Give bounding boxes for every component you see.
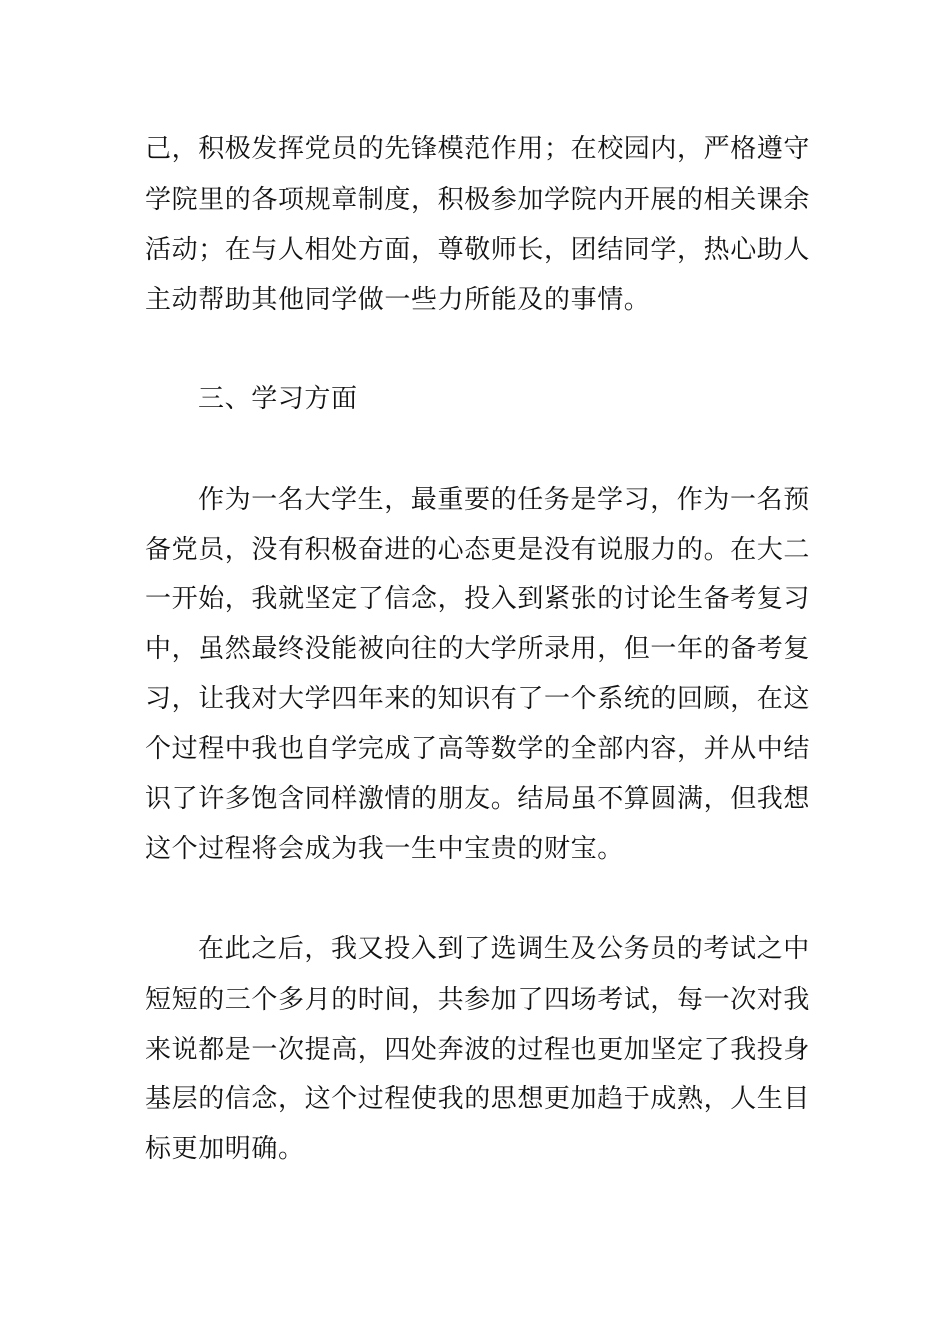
paragraph-1-line-2: 学院里的各项规章制度，积极参加学院内开展的相关课余 (145, 185, 811, 215)
paragraph-4-line-2: 短短的三个多月的时间，共参加了四场考试，每一次对我 (145, 985, 811, 1015)
paragraph-4-line-1: 在此之后，我又投入到了选调生及公务员的考试之中 (198, 934, 810, 964)
paragraph-4-line-4: 基层的信念，这个过程使我的思想更加趋于成熟，人生目 (145, 1084, 811, 1114)
paragraph-3-line-3: 一开始，我就坚定了信念，投入到紧张的讨论生备考复习 (145, 584, 811, 614)
paragraph-1-line-4: 主动帮助其他同学做一些力所能及的事情。 (145, 285, 651, 315)
paragraph-4-line-3: 来说都是一次提高，四处奔波的过程也更加坚定了我投身 (145, 1035, 811, 1065)
paragraph-3-line-2: 备党员，没有积极奋进的心态更是没有说服力的。在大二 (145, 535, 811, 565)
paragraph-3-line-6: 个过程中我也自学完成了高等数学的全部内容，并从中结 (145, 734, 811, 764)
paragraph-3-line-8: 这个过程将会成为我一生中宝贵的财宝。 (145, 834, 624, 864)
paragraph-1-line-3: 活动；在与人相处方面，尊敬师长，团结同学，热心助人 (145, 235, 811, 265)
paragraph-3-line-1: 作为一名大学生，最重要的任务是学习，作为一名预 (198, 485, 810, 515)
paragraph-3-line-4: 中，虽然最终没能被向往的大学所录用，但一年的备考复 (145, 634, 811, 664)
paragraph-4-line-5: 标更加明确。 (145, 1134, 305, 1164)
section-heading-study: 三、学习方面 (198, 384, 358, 414)
paragraph-1-line-1: 己，积极发挥党员的先锋模范作用；在校园内，严格遵守 (145, 134, 811, 164)
paragraph-3-line-5: 习，让我对大学四年来的知识有了一个系统的回顾，在这 (145, 684, 811, 714)
paragraph-3-line-7: 识了许多饱含同样激情的朋友。结局虽不算圆满，但我想 (145, 784, 811, 814)
